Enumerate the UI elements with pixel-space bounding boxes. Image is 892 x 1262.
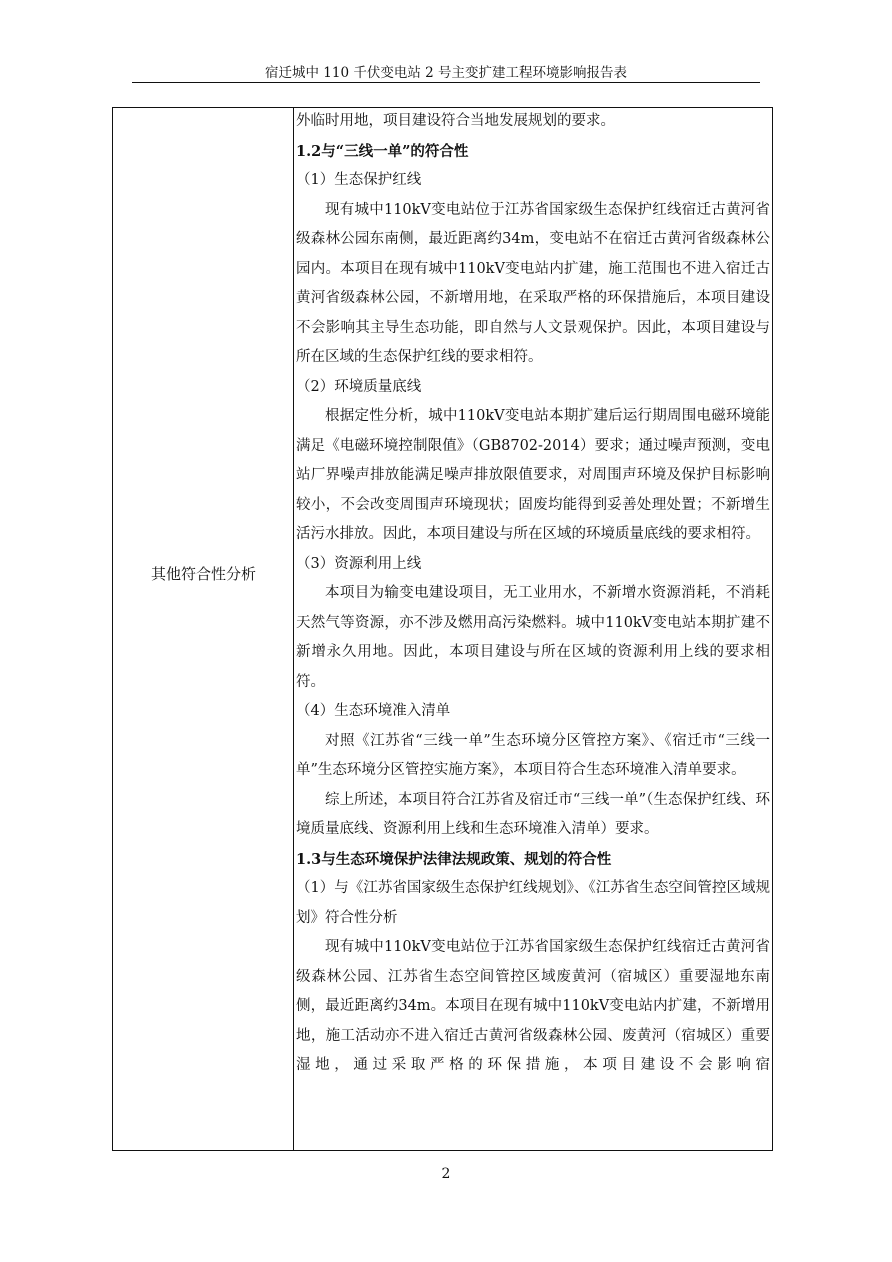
paragraph-ecological-red-line: 现有城中110kV变电站位于江苏省国家级生态保护红线宿迁古黄河省级森林公园东南侧，最近距离约34m，变电站不在宿迁古黄河省级森林公园内。本项目在现有城中110kV变电站内扩建，施工范围也不进入宿迁古黄河省级森林公园，不新增用地，在采取严格的环保措施后，本项目建设不会影响其主导生态功能，即自然与人文景观保护。因此，本项目建设与所在区域的生态保护红线的要求相符。 — [296, 201, 770, 365]
paragraph-red-line-plan: 现有城中110kV变电站位于江苏省国家级生态保护红线宿迁古黄河省级森林公园、江苏省生态空间管控区域废黄河（宿城区）重要湿地东南侧，最近距离约34m。本项目在现有城中110kV变电站内扩建，不新增用地，施工活动亦不进入宿迁古黄河省级森林公园、废黄河（宿城区）重要湿地，通过采取严格的环保措施，本项目建设不会影响宿 — [296, 939, 770, 1073]
paragraph-summary: 综上所述，本项目符合江苏省及宿迁市“三线一单”（生态保护红线、环境质量底线、资源利用上线和生态环境准入清单）要求。 — [296, 791, 770, 837]
subheading-ecological-red-line: （1）生态保护红线 — [296, 172, 422, 188]
subheading-environmental-quality: （2）环境质量底线 — [296, 378, 422, 395]
paragraph-continuation: 外临时用地，项目建设符合当地发展规划的要求。 — [296, 113, 615, 129]
subheading-access-list: （4）生态环境准入清单 — [296, 703, 451, 719]
subheading-resource-limit: （3）资源利用上线 — [296, 555, 422, 572]
paragraph-access-list: 对照《江苏省“三线一单”生态环境分区管控方案》、《宿迁市“三线一单”生态环境分区管控实施方案》，本项目符合生态环境准入清单要求。 — [296, 732, 770, 778]
document-header-title: 宿迁城中 110 千伏变电站 2 号主变扩建工程环境影响报告表 — [264, 65, 628, 81]
paragraph-resource-limit: 本项目为输变电建设项目，无工业用水，不新增水资源消耗，不消耗天然气等资源，亦不涉及燃用高污染燃料。城中110kV变电站本期扩建不新增永久用地。因此，本项目建设与所在区域的资源利用上线的要求相符。 — [296, 585, 770, 690]
table-content-cell — [296, 107, 770, 1081]
row-label-other-compliance: 其他符合性分析 — [150, 565, 256, 583]
page-number: 2 — [441, 1166, 451, 1182]
table-column-divider — [293, 107, 294, 1151]
section-heading-1-3: 1.3与生态环境保护法律法规政策、规划的符合性 — [296, 850, 612, 868]
header-rule — [132, 82, 760, 83]
section-heading-1-2: 1.2与“三线一单”的符合性 — [296, 142, 469, 160]
subheading-red-line-plan: （1）与《江苏省国家级生态保护红线规划》、《江苏省生态空间管控区域规划》符合性分析 — [296, 880, 770, 926]
paragraph-environmental-quality: 根据定性分析，城中110kV变电站本期扩建后运行期周围电磁环境能满足《电磁环境控制限值》（GB8702-2014）要求；通过噪声预测，变电站厂界噪声排放能满足噪声排放限值要求，对周围声环境及保护目标影响较小，不会改变周围声环境现状；固废均能得到妥善处理处置；不新增生活污水排放。因此，本项目建设与所在区域的环境质量底线的要求相符。 — [296, 408, 770, 542]
